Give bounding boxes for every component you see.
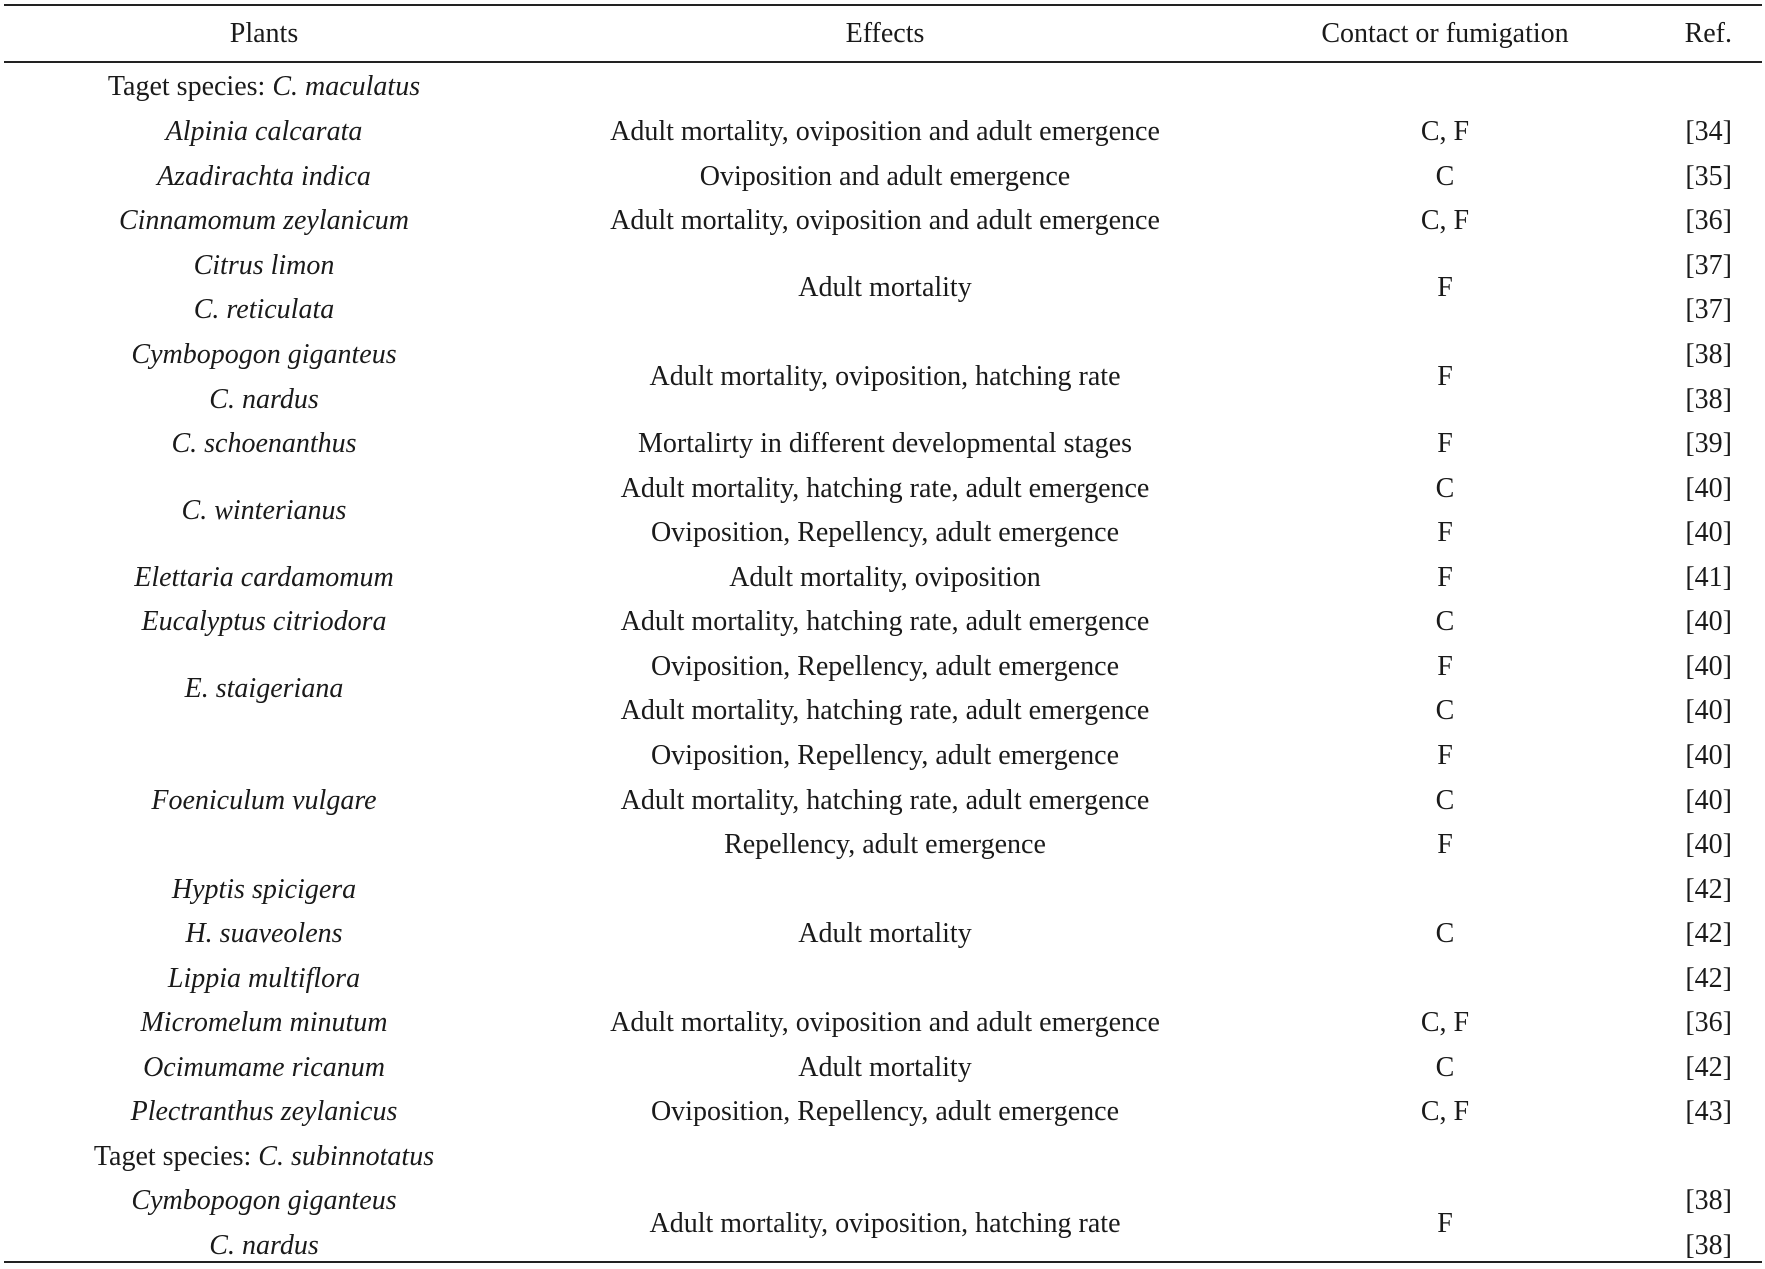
plant-name: E. staigeriana bbox=[184, 673, 344, 704]
effect-text: Mortalirty in different developmental stages bbox=[637, 428, 1132, 459]
plant-name: C. nardus bbox=[209, 384, 319, 415]
table-header-rule bbox=[4, 61, 1762, 63]
effect-text: Oviposition, Repellency, adult emergence bbox=[650, 517, 1120, 548]
contact-fumigation: F bbox=[1437, 829, 1453, 860]
plant-name: Eucalyptus citriodora bbox=[141, 606, 387, 637]
plant-name: Hyptis spicigera bbox=[171, 874, 357, 905]
effect-text: Adult mortality bbox=[798, 272, 972, 303]
effect-text: Adult mortality, hatching rate, adult emergence bbox=[620, 785, 1150, 816]
ref-citation: [41] bbox=[1685, 562, 1732, 593]
effect-text: Adult mortality, oviposition, hatching rate bbox=[649, 1208, 1121, 1239]
contact-fumigation: F bbox=[1437, 651, 1453, 682]
effect-text: Oviposition, Repellency, adult emergence bbox=[650, 740, 1120, 771]
header-ref: Ref. bbox=[1684, 18, 1732, 49]
ref-citation: [37] bbox=[1685, 294, 1732, 325]
effect-text: Adult mortality, hatching rate, adult emergence bbox=[620, 695, 1150, 726]
ref-citation: [36] bbox=[1685, 1007, 1732, 1038]
plant-name: Azadirachta indica bbox=[157, 161, 371, 192]
ref-citation: [42] bbox=[1685, 963, 1732, 994]
effect-text: Adult mortality bbox=[798, 1052, 972, 1083]
ref-citation: [37] bbox=[1685, 250, 1732, 281]
contact-fumigation: F bbox=[1437, 562, 1453, 593]
effect-text: Adult mortality, hatching rate, adult emergence bbox=[620, 606, 1150, 637]
ref-citation: [35] bbox=[1685, 161, 1732, 192]
contact-fumigation: F bbox=[1437, 517, 1453, 548]
plant-name: Cinnamomum zeylanicum bbox=[118, 205, 410, 236]
effect-text: Oviposition and adult emergence bbox=[699, 161, 1071, 192]
effect-text: Adult mortality, oviposition, hatching rate bbox=[649, 361, 1121, 392]
plant-name: Ocimumame ricanum bbox=[143, 1052, 385, 1083]
ref-citation: [40] bbox=[1685, 517, 1732, 548]
plant-name: Micromelum minutum bbox=[140, 1007, 388, 1038]
effect-text: Adult mortality bbox=[798, 918, 972, 949]
effect-text: Oviposition, Repellency, adult emergence bbox=[650, 1096, 1120, 1127]
contact-fumigation: F bbox=[1437, 272, 1453, 303]
plant-name: Elettaria cardamomum bbox=[134, 562, 394, 593]
plant-name: Citrus limon bbox=[193, 250, 335, 281]
header-contact-fumigation: Contact or fumigation bbox=[1321, 18, 1569, 49]
section-label-species: C. subinnotatus bbox=[258, 1141, 435, 1172]
contact-fumigation: C, F bbox=[1420, 1007, 1470, 1038]
ref-citation: [40] bbox=[1685, 473, 1732, 504]
contact-fumigation: C bbox=[1435, 606, 1455, 637]
contact-fumigation: F bbox=[1437, 428, 1453, 459]
plant-name: Lippia multiflora bbox=[167, 963, 361, 994]
effect-text: Adult mortality, oviposition bbox=[729, 562, 1041, 593]
contact-fumigation: F bbox=[1437, 1208, 1453, 1239]
ref-citation: [40] bbox=[1685, 695, 1732, 726]
contact-fumigation: C, F bbox=[1420, 116, 1470, 147]
header-effects: Effects bbox=[845, 18, 925, 49]
plant-name: Plectranthus zeylanicus bbox=[130, 1096, 398, 1127]
plant-name: C. schoenanthus bbox=[171, 428, 357, 459]
plant-name: Cymbopogon giganteus bbox=[131, 339, 397, 370]
ref-citation: [38] bbox=[1685, 1185, 1732, 1216]
plant-name: Alpinia calcarata bbox=[165, 116, 363, 147]
ref-citation: [38] bbox=[1685, 339, 1732, 370]
contact-fumigation: F bbox=[1437, 740, 1453, 771]
effect-text: Repellency, adult emergence bbox=[724, 829, 1046, 860]
ref-citation: [40] bbox=[1685, 740, 1732, 771]
ref-citation: [40] bbox=[1685, 785, 1732, 816]
plant-name: Foeniculum vulgare bbox=[151, 785, 377, 816]
table-top-rule bbox=[4, 4, 1762, 6]
contact-fumigation: C bbox=[1435, 918, 1455, 949]
ref-citation: [42] bbox=[1685, 874, 1732, 905]
ref-citation: [39] bbox=[1685, 428, 1732, 459]
ref-citation: [34] bbox=[1685, 116, 1732, 147]
effect-text: Adult mortality, hatching rate, adult emergence bbox=[620, 473, 1150, 504]
ref-citation: [42] bbox=[1685, 918, 1732, 949]
ref-citation: [38] bbox=[1685, 1230, 1732, 1261]
contact-fumigation: F bbox=[1437, 361, 1453, 392]
contact-fumigation: C bbox=[1435, 473, 1455, 504]
ref-citation: [40] bbox=[1685, 829, 1732, 860]
plant-name: Cymbopogon giganteus bbox=[131, 1185, 397, 1216]
plant-name: C. winterianus bbox=[181, 495, 347, 526]
contact-fumigation: C bbox=[1435, 695, 1455, 726]
ref-citation: [40] bbox=[1685, 651, 1732, 682]
section-label-prefix: Taget species: bbox=[107, 71, 273, 102]
effect-text: Adult mortality, oviposition and adult emergence bbox=[610, 205, 1160, 236]
section-label-prefix: Taget species: bbox=[93, 1141, 259, 1172]
plant-name: C. reticulata bbox=[193, 294, 335, 325]
effect-text: Adult mortality, oviposition and adult emergence bbox=[610, 1007, 1160, 1038]
effect-text: Oviposition, Repellency, adult emergence bbox=[650, 651, 1120, 682]
ref-citation: [36] bbox=[1685, 205, 1732, 236]
ref-citation: [38] bbox=[1685, 384, 1732, 415]
section-label bbox=[4, 1137, 524, 1177]
contact-fumigation: C bbox=[1435, 1052, 1455, 1083]
ref-citation: [43] bbox=[1685, 1096, 1732, 1127]
effect-text: Adult mortality, oviposition and adult emergence bbox=[610, 116, 1160, 147]
header-plants: Plants bbox=[229, 18, 299, 49]
section-label bbox=[4, 67, 524, 107]
ref-citation: [42] bbox=[1685, 1052, 1732, 1083]
plant-name: C. nardus bbox=[209, 1230, 319, 1261]
contact-fumigation: C bbox=[1435, 161, 1455, 192]
contact-fumigation: C, F bbox=[1420, 205, 1470, 236]
ref-citation: [40] bbox=[1685, 606, 1732, 637]
contact-fumigation: C bbox=[1435, 785, 1455, 816]
section-label-species: C. maculatus bbox=[272, 71, 421, 102]
plant-name: H. suaveolens bbox=[185, 918, 343, 949]
contact-fumigation: C, F bbox=[1420, 1096, 1470, 1127]
